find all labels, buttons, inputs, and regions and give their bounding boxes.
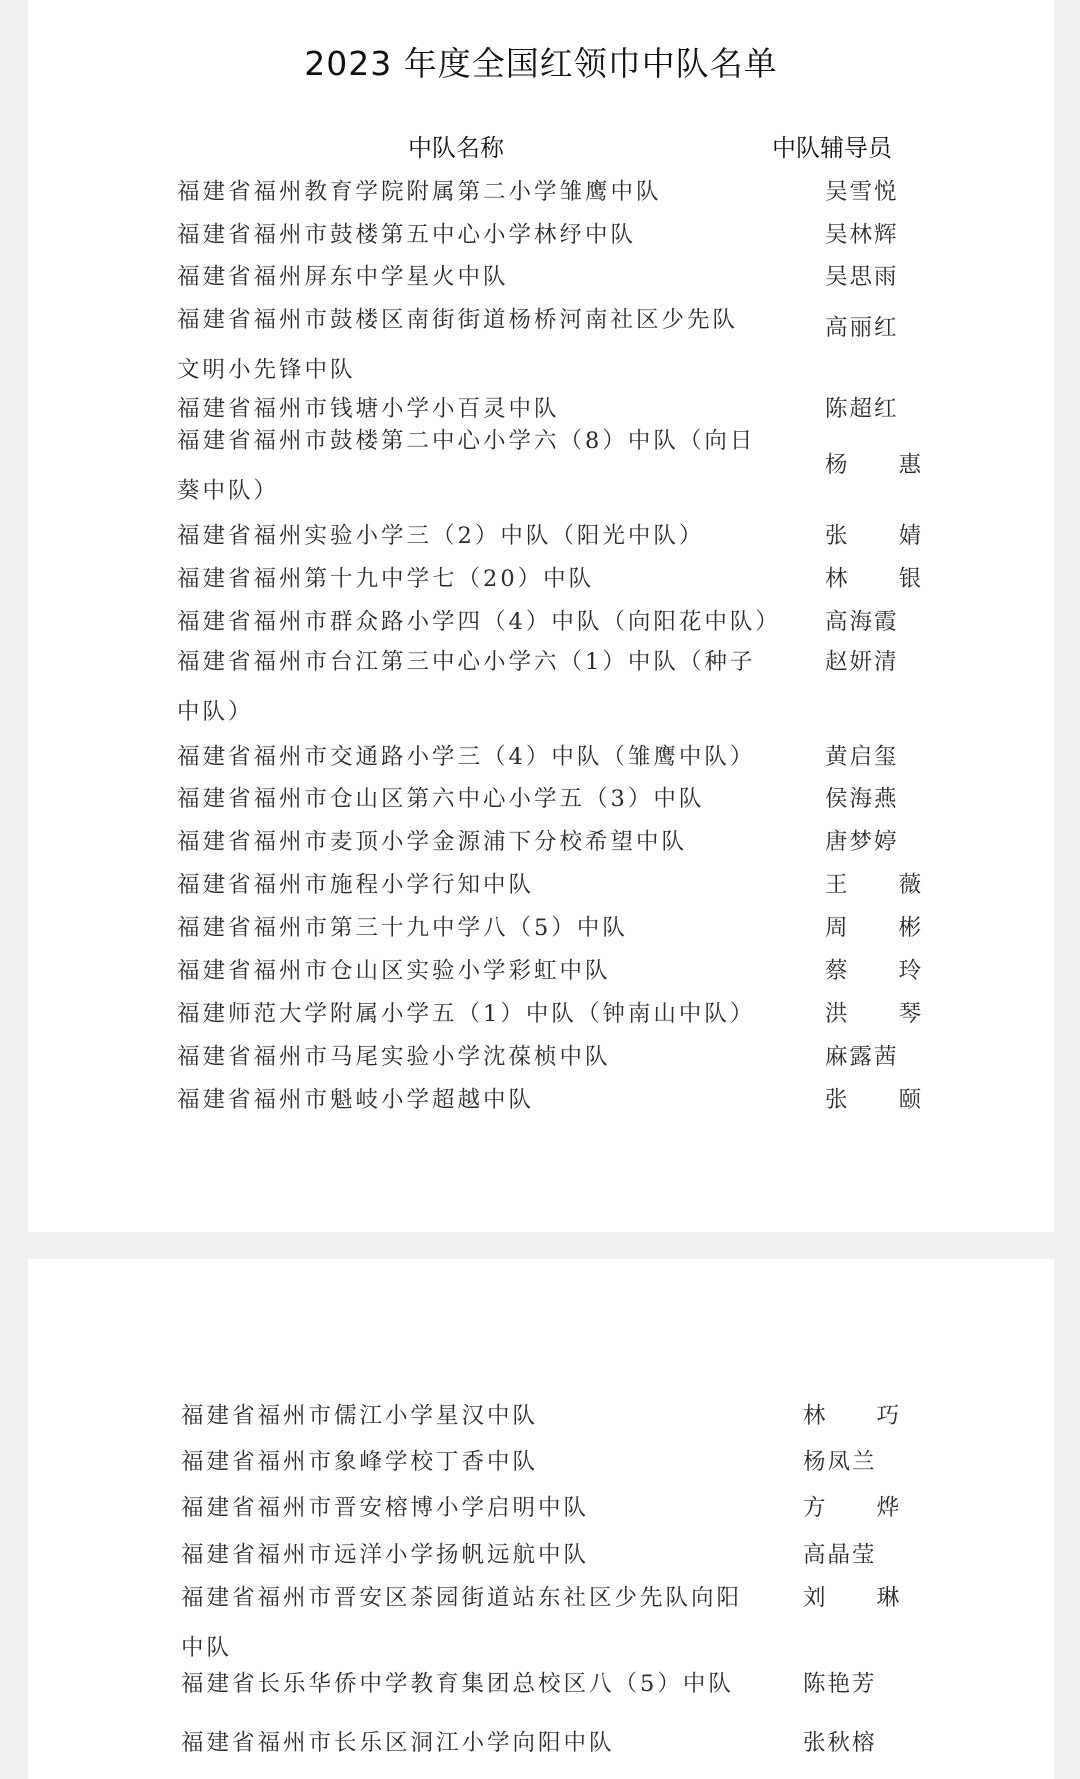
tutor-name: 洪 琴 [825, 1001, 944, 1027]
column-header-tutor: 中队辅导员 [772, 134, 892, 162]
tutor-name: 杨 惠 [825, 452, 944, 478]
squad-name [181, 1541, 791, 1569]
squad-name [177, 608, 787, 636]
squad-name-line: 福建省福州市魁岐小学超越中队 [177, 1087, 535, 1113]
squad-name-continuation: 葵中队） [177, 478, 280, 504]
squad-name-line: 福建省福州市晋安榕博小学启明中队 [181, 1495, 590, 1521]
squad-name-continuation: 中队 [181, 1635, 233, 1661]
squad-name [177, 871, 787, 899]
squad-name-line: 福建省福州市交通路小学三（4）中队（雏鹰中队） [177, 744, 756, 770]
page-title: 2023 年度全国红领巾中队名单 [304, 44, 778, 83]
squad-name-line: 福建师范大学附属小学五（1）中队（钟南山中队） [177, 1001, 756, 1027]
squad-name-line: 福建省福州市仓山区实验小学彩虹中队 [177, 958, 611, 984]
squad-name-line: 福建省福州屏东中学星火中队 [177, 264, 509, 290]
squad-name [181, 1494, 791, 1522]
tutor-name: 侯海燕 [825, 786, 899, 812]
squad-name-line: 福建省福州教育学院附属第二小学雏鹰中队 [177, 179, 662, 205]
squad-name [181, 1729, 791, 1757]
tutor-name: 高晶莹 [803, 1542, 877, 1568]
squad-name-line: 福建省福州市远洋小学扬帆远航中队 [181, 1542, 590, 1568]
squad-name [177, 785, 787, 813]
squad-name [181, 1584, 791, 1662]
squad-name-line: 福建省福州市钱塘小学小百灵中队 [177, 396, 560, 422]
squad-name-line: 福建省长乐华侨中学教育集团总校区八（5）中队 [181, 1671, 734, 1697]
squad-name-line: 福建省福州市象峰学校丁香中队 [181, 1449, 539, 1475]
tutor-name: 刘 琳 [803, 1585, 922, 1611]
squad-name-line: 福建省福州市鼓楼第二中心小学六（8）中队（向日 [177, 428, 756, 454]
tutor-name: 高丽红 [825, 315, 899, 341]
tutor-name: 张秋榕 [803, 1730, 877, 1756]
tutor-name: 唐梦婷 [825, 829, 899, 855]
squad-name [177, 1043, 787, 1071]
squad-name [177, 178, 787, 206]
squad-name [177, 221, 787, 249]
squad-name [177, 1000, 787, 1028]
squad-name-line: 福建省福州实验小学三（2）中队（阳光中队） [177, 523, 705, 549]
squad-name-line: 福建省福州市晋安区茶园街道站东社区少先队向阳 [181, 1585, 743, 1611]
squad-name-line: 福建省福州市第三十九中学八（5）中队 [177, 915, 628, 941]
tutor-name: 张 婧 [825, 523, 944, 549]
squad-name [177, 1086, 787, 1114]
squad-name-line: 福建省福州市鼓楼第五中心小学林纾中队 [177, 222, 637, 248]
squad-list-page-1 [28, 0, 1054, 1232]
squad-name [177, 395, 787, 423]
column-header-squad-name: 中队名称 [408, 134, 504, 162]
squad-list-page-2 [28, 1259, 1054, 1779]
tutor-name: 吴雪悦 [825, 179, 899, 205]
squad-name [177, 306, 787, 384]
squad-name [177, 427, 787, 505]
tutor-name: 赵妍清 [825, 649, 899, 675]
tutor-name: 高海霞 [825, 609, 899, 635]
tutor-name: 王 薇 [825, 872, 944, 898]
squad-name-line: 福建省福州市台江第三中心小学六（1）中队（种子 [177, 649, 756, 675]
squad-name-line: 福建省福州市儒江小学星汉中队 [181, 1403, 539, 1429]
squad-name-line: 福建省福州市麦顶小学金源浦下分校希望中队 [177, 829, 688, 855]
squad-name-line: 福建省福州市仓山区第六中心小学五（3）中队 [177, 786, 705, 812]
squad-name-line: 福建省福州第十九中学七（20）中队 [177, 566, 595, 592]
squad-name-line: 福建省福州市鼓楼区南街街道杨桥河南社区少先队 [177, 307, 739, 333]
squad-name [177, 565, 787, 593]
tutor-name: 麻露茜 [825, 1044, 899, 1070]
squad-name [177, 648, 787, 726]
squad-name-line: 福建省福州市施程小学行知中队 [177, 872, 535, 898]
squad-name [177, 914, 787, 942]
squad-name [177, 522, 787, 550]
tutor-name: 陈超红 [825, 396, 899, 422]
squad-name [181, 1402, 791, 1430]
tutor-name: 吴林辉 [825, 222, 899, 248]
squad-name [177, 263, 787, 291]
tutor-name: 黄启玺 [825, 744, 899, 770]
squad-name [181, 1670, 791, 1698]
squad-name-continuation: 文明小先锋中队 [177, 357, 356, 383]
tutor-name: 陈艳芳 [803, 1671, 877, 1697]
document-page-2 [28, 1259, 1054, 1779]
tutor-name: 张 颐 [825, 1087, 944, 1113]
squad-name [181, 1448, 791, 1476]
squad-name [177, 828, 787, 856]
tutor-name: 吴思雨 [825, 264, 899, 290]
tutor-name: 杨凤兰 [803, 1449, 877, 1475]
squad-name-continuation: 中队） [177, 699, 254, 725]
squad-name-line: 福建省福州市马尾实验小学沈葆桢中队 [177, 1044, 611, 1070]
tutor-name: 林 巧 [803, 1403, 922, 1429]
squad-name [177, 957, 787, 985]
document-page-1 [28, 0, 1054, 1232]
tutor-name: 蔡 玲 [825, 958, 944, 984]
squad-name-line: 福建省福州市长乐区洞江小学向阳中队 [181, 1730, 615, 1756]
squad-name [177, 743, 787, 771]
tutor-name: 林 银 [825, 566, 944, 592]
tutor-name: 周 彬 [825, 915, 944, 941]
tutor-name: 方 烨 [803, 1495, 922, 1521]
squad-name-line: 福建省福州市群众路小学四（4）中队（向阳花中队） [177, 609, 781, 635]
